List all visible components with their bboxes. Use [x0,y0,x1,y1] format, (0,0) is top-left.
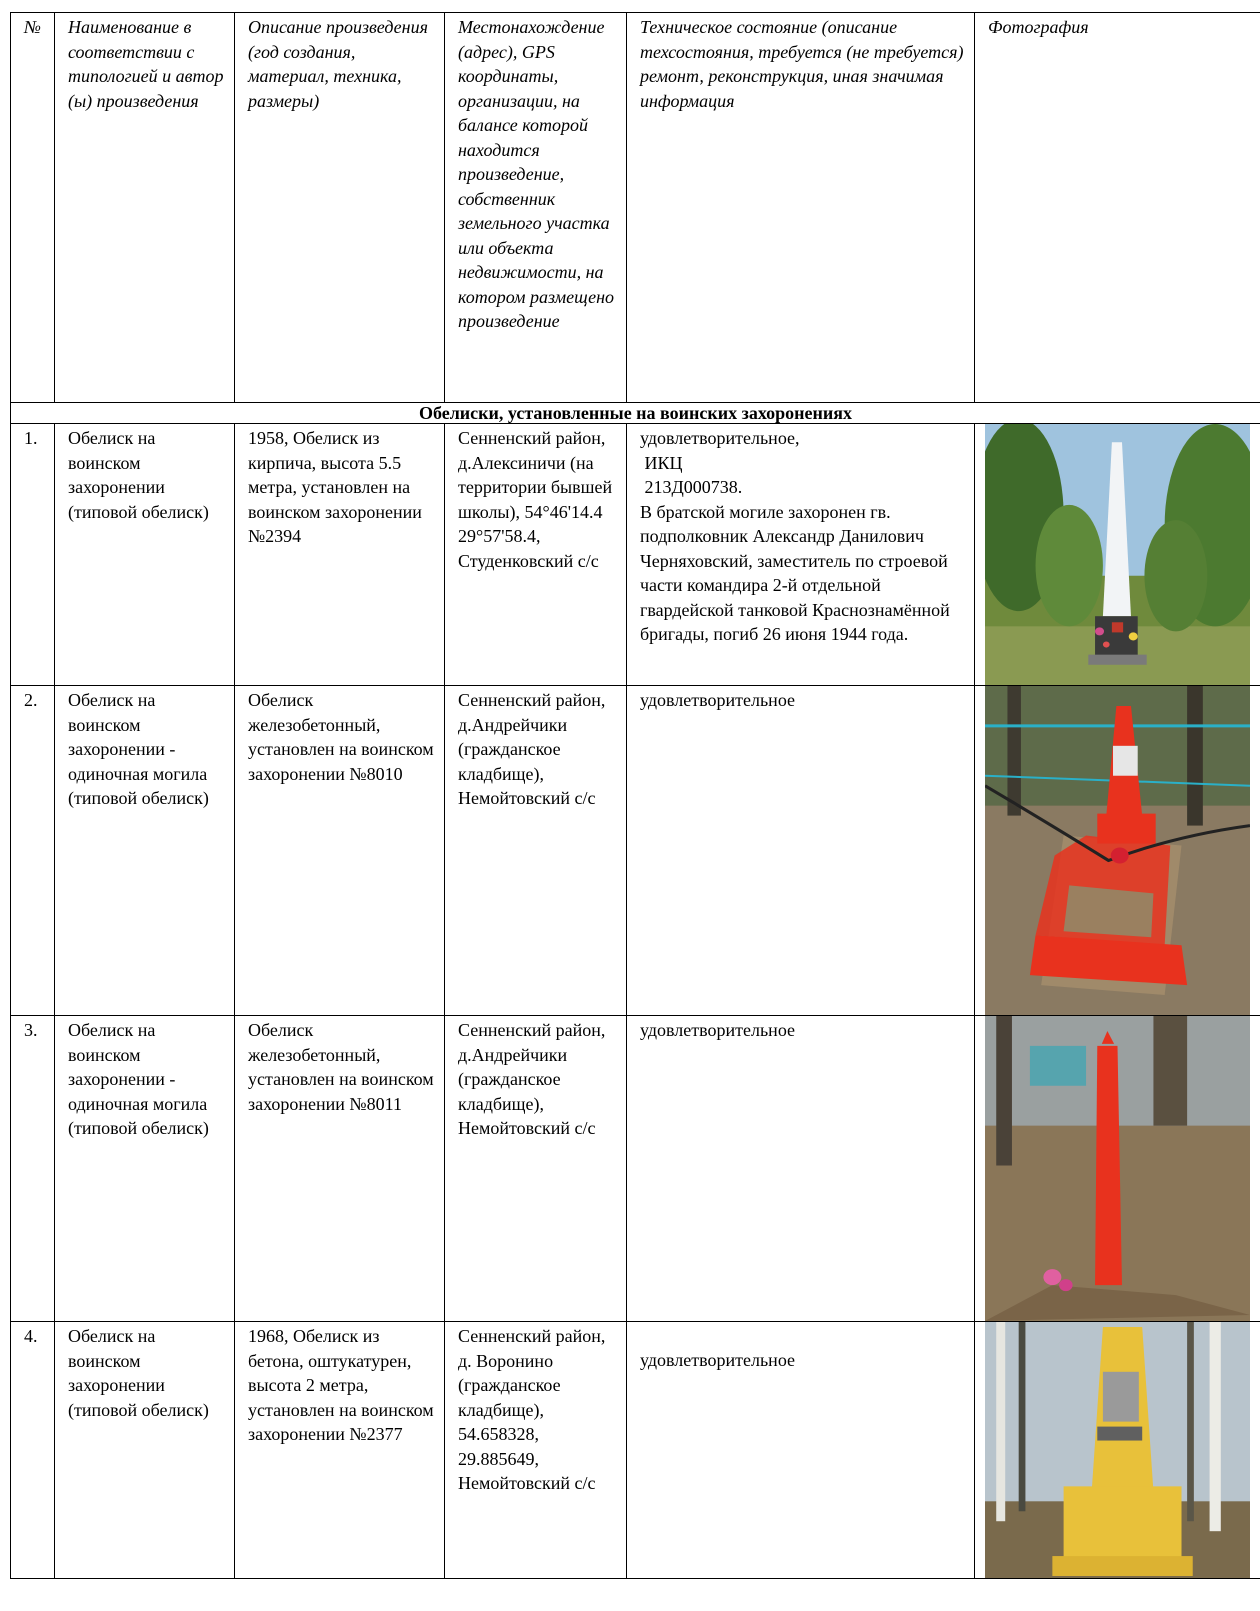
row-num: 3. [11,1016,55,1322]
row-condition: удовлетворительное [627,1322,975,1579]
row-photo [975,424,1260,686]
row-location: Сенненский район, д.Андрейчики (гражданское кладбище), Немойтовский с/с [445,686,627,1016]
row-condition: удовлетворительное, ИКЦ 213Д000738. В братской могиле захоронен гв. подполковник Александр Данилович Черняховский, заместитель по строевой части командира 2-й отдельной гвардейской танковой Краснознамённой бригады, погиб 26 июня 1944 года. [627,424,975,686]
row-description: Обелиск железобетонный, установлен на воинском захоронении №8010 [235,686,445,1016]
red-pillar-obelisk-photo [985,1016,1250,1321]
header-row [11,13,1260,403]
row-num: 2. [11,686,55,1016]
row-photo [975,1016,1260,1322]
row-name: Обелиск на воинском захоронении (типовой обелиск) [55,1322,235,1579]
white-obelisk-photo [985,424,1250,685]
row-location: Сенненский район, д.Андрейчики (гражданское кладбище), Немойтовский с/с [445,1016,627,1322]
yellow-obelisk-photo [985,1322,1250,1578]
row-condition: удовлетворительное [627,686,975,1016]
table-row [11,1322,1260,1579]
row-condition: удовлетворительное [627,1016,975,1322]
row-photo [975,686,1260,1016]
table-row [11,686,1260,1016]
row-location: Сенненский район, д.Алексиничи (на территории бывшей школы), 54°46'14.4 29°57'58.4, Студенковский с/с [445,424,627,686]
section-title: Обелиски, установленные на воинских захоронениях [11,403,1260,424]
red-obelisk-grave-photo [985,686,1250,1015]
col-header-description: Описание произведения (год создания, материал, техника, размеры) [235,13,445,403]
row-description: Обелиск железобетонный, установлен на воинском захоронении №8011 [235,1016,445,1322]
col-header-photo: Фотография [975,13,1260,403]
row-name: Обелиск на воинском захоронении - одиночная могила (типовой обелиск) [55,1016,235,1322]
row-num: 1. [11,424,55,686]
row-name: Обелиск на воинском захоронении (типовой обелиск) [55,424,235,686]
table-row [11,424,1260,686]
row-description: 1958, Обелиск из кирпича, высота 5.5 метра, установлен на воинском захоронении №2394 [235,424,445,686]
col-header-condition: Техническое состояние (описание техсостояния, требуется (не требуется) ремонт, реконструкция, иная значимая информация [627,13,975,403]
row-name: Обелиск на воинском захоронении - одиночная могила (типовой обелиск) [55,686,235,1016]
row-photo [975,1322,1260,1579]
table-row [11,1016,1260,1322]
row-description: 1968, Обелиск из бетона, оштукатурен, высота 2 метра, установлен на воинском захоронении №2377 [235,1322,445,1579]
col-header-location: Местонахождение (адрес), GPS координаты, организации, на балансе которой находится произведение, собственник земельного участка или объекта недвижимости, на котором размещено произведение [445,13,627,403]
monuments-table [10,12,1260,1579]
section-row [11,403,1260,424]
row-location: Сенненский район, д. Воронино (гражданское кладбище), 54.658328, 29.885649, Немойтовский с/с [445,1322,627,1579]
row-num: 4. [11,1322,55,1579]
col-header-name: Наименование в соответствии с типологией и автор (ы) произведения [55,13,235,403]
col-header-num: № [11,13,55,403]
